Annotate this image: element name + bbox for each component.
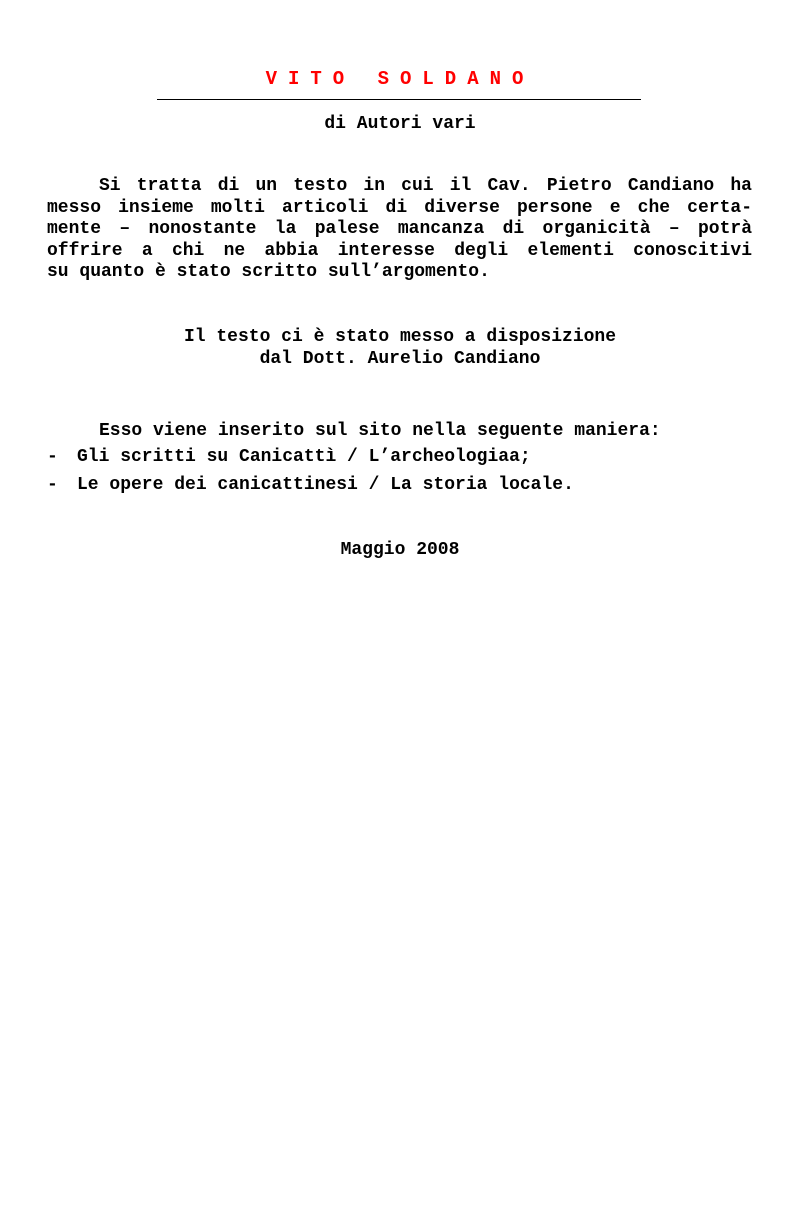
list-dash: - [47,475,58,495]
document-title: VITO SOLDANO [265,68,535,90]
paragraph-line: Si tratta di un testo in cui il Cav. Pietro Candiano ha [99,176,752,196]
paragraph-line: su quanto è stato scritto sull’argomento. [47,262,490,282]
credit-line: dal Dott. Aurelio Candiano [259,348,541,369]
document-subtitle: di Autori vari [324,114,476,134]
intro-paragraph [47,176,752,284]
list-item-text: Gli scritti su Canicattì / L’archeologiaa; [77,447,531,467]
list-item [47,446,574,474]
title-divider [157,99,641,100]
insert-list [47,446,574,502]
list-dash: - [47,447,58,467]
insert-intro: Esso viene inserito sul sito nella seguente maniera: [99,421,661,441]
paragraph-line: offrire a chi ne abbia interesse degli elementi conoscitivi [47,240,752,261]
list-item [47,474,574,502]
paragraph-line: messo insieme molti articoli di diverse persone e che certa- [47,197,752,218]
list-item-text: Le opere dei canicattinesi / La storia locale. [77,475,574,495]
paragraph-line: mente – nonostante la palese mancanza di organicità – potrà [47,219,752,239]
credit-note [0,327,800,370]
document-date: Maggio 2008 [340,540,460,560]
credit-line: Il testo ci è stato messo a disposizione [183,327,617,347]
